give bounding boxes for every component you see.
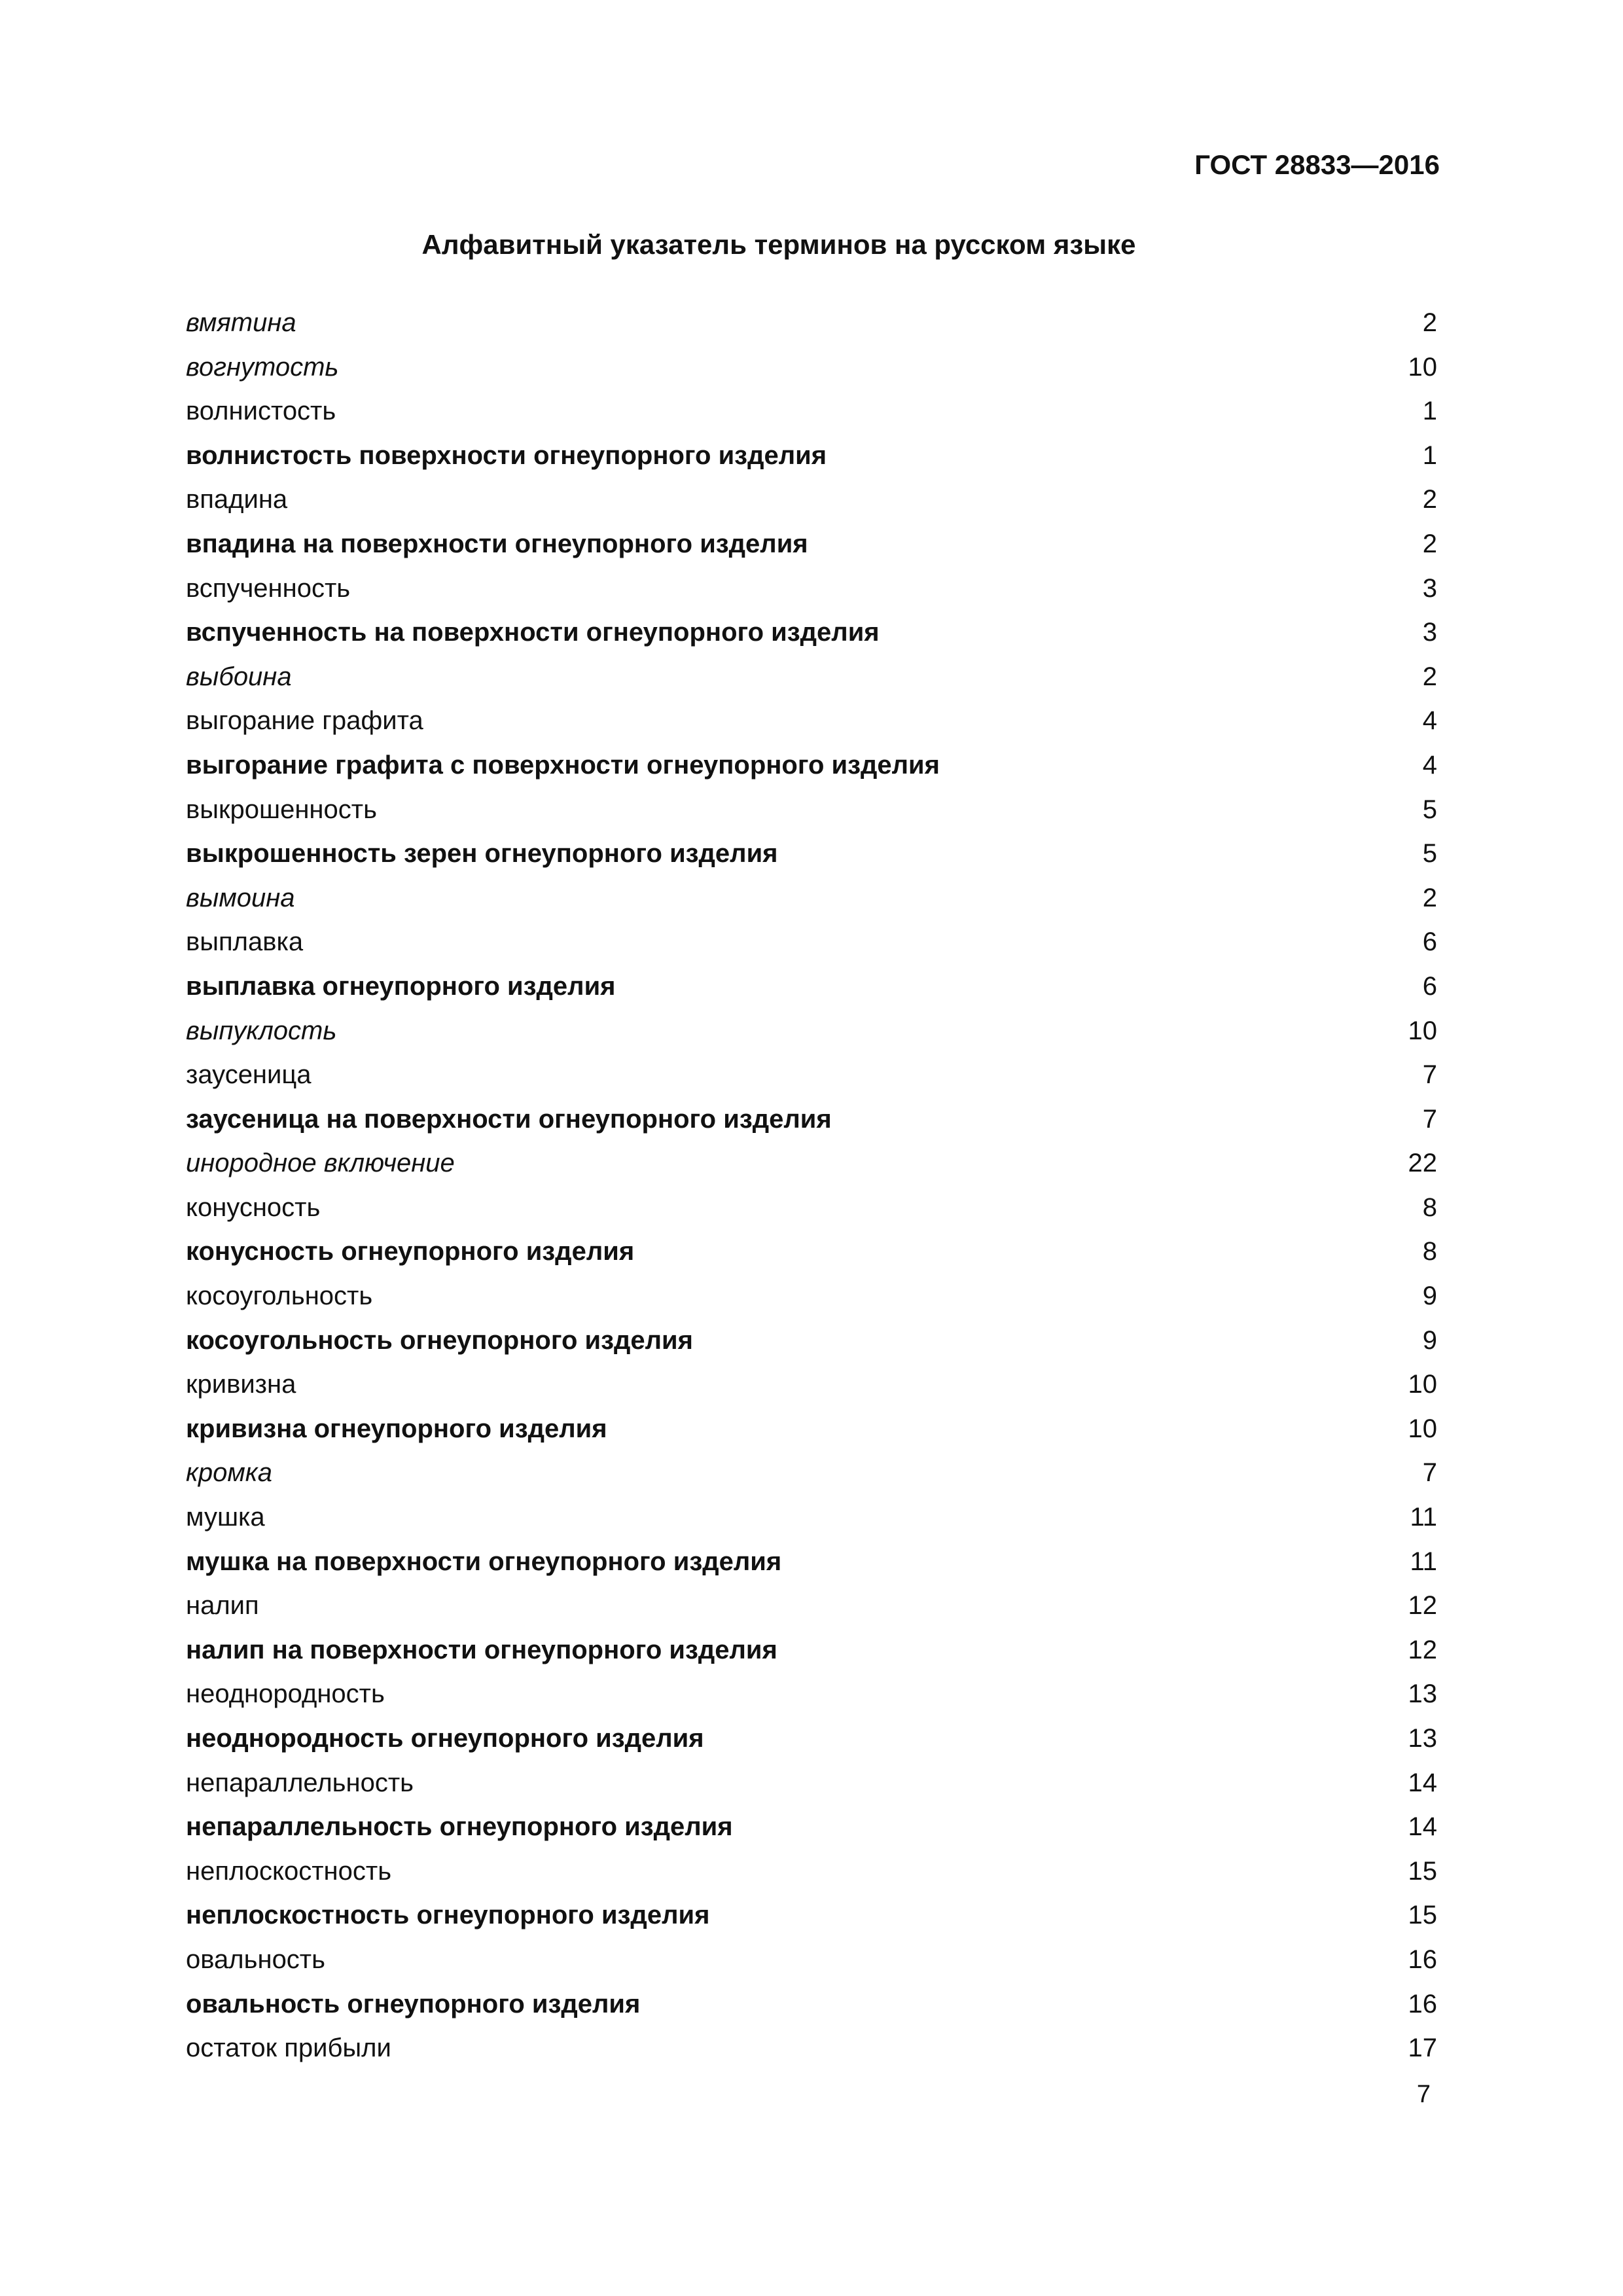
term-row	[186, 1982, 1437, 2027]
term-row	[186, 389, 1437, 434]
term-row	[186, 1230, 1437, 1274]
term-reference-number: 7	[1422, 1458, 1437, 1488]
term-row	[186, 301, 1437, 346]
term-text: вспученность на поверхности огнеупорного изделия	[186, 618, 880, 647]
term-text: вмятина	[186, 308, 296, 337]
term-row	[186, 965, 1437, 1009]
term-text: выгорание графита с поверхности огнеупорного изделия	[186, 750, 940, 780]
term-reference-number: 17	[1408, 2034, 1437, 2063]
term-text: впадина на поверхности огнеупорного изделия	[186, 529, 808, 558]
term-row	[186, 1407, 1437, 1452]
term-row	[186, 744, 1437, 788]
term-reference-number: 13	[1408, 1724, 1437, 1753]
term-reference-number: 2	[1422, 308, 1437, 337]
term-reference-number: 3	[1422, 618, 1437, 647]
term-row	[186, 1850, 1437, 1894]
term-reference-number: 2	[1422, 883, 1437, 912]
term-reference-number: 12	[1408, 1591, 1437, 1621]
term-row	[186, 788, 1437, 833]
term-text: овальность огнеупорного изделия	[186, 1989, 641, 2018]
term-row	[186, 567, 1437, 611]
term-row	[186, 1628, 1437, 1673]
term-reference-number: 7	[1422, 1104, 1437, 1134]
term-reference-number: 10	[1408, 352, 1437, 382]
term-reference-number: 3	[1422, 573, 1437, 603]
term-reference-number: 15	[1408, 1856, 1437, 1886]
term-text: конусность	[186, 1193, 321, 1222]
term-reference-number: 6	[1422, 971, 1437, 1001]
term-row	[186, 699, 1437, 744]
term-reference-number: 10	[1408, 1414, 1437, 1443]
term-text: выпуклость	[186, 1016, 337, 1045]
term-row	[186, 1186, 1437, 1230]
term-text: вспученность	[186, 573, 351, 603]
term-text: налип	[186, 1591, 259, 1621]
term-text: косоугольность	[186, 1282, 373, 1311]
term-row	[186, 522, 1437, 567]
term-text: кривизна огнеупорного изделия	[186, 1414, 607, 1443]
term-row	[186, 434, 1437, 478]
term-reference-number: 15	[1408, 1901, 1437, 1930]
term-row	[186, 1540, 1437, 1585]
term-text: кромка	[186, 1458, 272, 1488]
term-text: непараллельность огнеупорного изделия	[186, 1812, 733, 1842]
term-text: вымоина	[186, 883, 295, 912]
term-text: вогнутость	[186, 352, 339, 382]
term-reference-number: 10	[1408, 1370, 1437, 1399]
term-text: налип на поверхности огнеупорного изделия	[186, 1635, 777, 1664]
term-text: косоугольность огнеупорного изделия	[186, 1325, 693, 1355]
term-text: неплоскостность	[186, 1856, 392, 1886]
term-reference-number: 9	[1422, 1325, 1437, 1355]
term-row	[186, 655, 1437, 700]
term-row	[186, 1319, 1437, 1363]
term-row	[186, 1451, 1437, 1496]
term-row	[186, 1717, 1437, 1761]
term-text: выгорание графита	[186, 706, 423, 736]
term-text: заусеница на поверхности огнеупорного изделия	[186, 1104, 832, 1134]
term-index-list	[186, 301, 1437, 2071]
term-text: конусность огнеупорного изделия	[186, 1237, 635, 1266]
term-reference-number: 22	[1408, 1149, 1437, 1178]
term-text: заусеница	[186, 1060, 312, 1090]
term-text: выбоина	[186, 662, 292, 691]
term-row	[186, 1098, 1437, 1142]
term-text: волнистость поверхности огнеупорного изделия	[186, 440, 827, 470]
term-reference-number: 16	[1408, 1945, 1437, 1974]
term-reference-number: 10	[1408, 1016, 1437, 1045]
term-text: волнистость	[186, 397, 336, 426]
term-row	[186, 832, 1437, 876]
term-reference-number: 14	[1408, 1812, 1437, 1842]
term-reference-number: 7	[1422, 1060, 1437, 1090]
term-reference-number: 5	[1422, 795, 1437, 824]
term-row	[186, 920, 1437, 965]
term-reference-number: 1	[1422, 440, 1437, 470]
document-code: ГОСТ 28833—2016	[1194, 149, 1440, 180]
term-row	[186, 1761, 1437, 1806]
term-row	[186, 1363, 1437, 1407]
term-text: выплавка огнеупорного изделия	[186, 971, 616, 1001]
term-reference-number: 8	[1422, 1237, 1437, 1266]
term-text: остаток прибыли	[186, 2034, 391, 2063]
term-reference-number: 12	[1408, 1635, 1437, 1664]
term-reference-number: 2	[1422, 529, 1437, 558]
term-text: мушка на поверхности огнеупорного изделия	[186, 1547, 782, 1576]
term-reference-number: 5	[1422, 839, 1437, 869]
term-reference-number: 9	[1422, 1282, 1437, 1311]
term-reference-number: 6	[1422, 927, 1437, 957]
term-text: овальность	[186, 1945, 325, 1974]
term-text: кривизна	[186, 1370, 296, 1399]
term-reference-number: 11	[1410, 1547, 1437, 1576]
term-row	[186, 1672, 1437, 1717]
term-reference-number: 16	[1408, 1989, 1437, 2018]
term-row	[186, 876, 1437, 921]
term-row	[186, 611, 1437, 655]
term-reference-number: 1	[1422, 397, 1437, 426]
index-title: Алфавитный указатель терминов на русском языке	[421, 229, 1136, 260]
term-row	[186, 1496, 1437, 1540]
term-text: неплоскостность огнеупорного изделия	[186, 1901, 710, 1930]
term-reference-number: 14	[1408, 1768, 1437, 1797]
term-text: непараллельность	[186, 1768, 414, 1797]
term-reference-number: 2	[1422, 662, 1437, 691]
term-text: впадина	[186, 485, 288, 514]
term-row	[186, 1893, 1437, 1938]
term-row	[186, 1274, 1437, 1319]
term-row	[186, 1009, 1437, 1054]
term-row	[186, 1805, 1437, 1850]
term-reference-number: 2	[1422, 485, 1437, 514]
term-text: неоднородность огнеупорного изделия	[186, 1724, 704, 1753]
term-text: инородное включение	[186, 1149, 455, 1178]
page-number: 7	[1416, 2081, 1431, 2108]
term-row	[186, 1938, 1437, 1982]
term-row	[186, 1053, 1437, 1098]
term-row	[186, 1141, 1437, 1186]
term-text: выкрошенность	[186, 795, 377, 824]
term-reference-number: 11	[1410, 1503, 1437, 1532]
term-text: выплавка	[186, 927, 304, 957]
term-text: выкрошенность зерен огнеупорного изделия	[186, 839, 778, 869]
term-row	[186, 2026, 1437, 2071]
term-reference-number: 4	[1422, 706, 1437, 736]
term-text: неоднородность	[186, 1679, 385, 1709]
term-text: мушка	[186, 1503, 265, 1532]
term-row	[186, 478, 1437, 522]
term-row	[186, 1584, 1437, 1628]
term-reference-number: 8	[1422, 1193, 1437, 1222]
term-reference-number: 13	[1408, 1679, 1437, 1709]
term-reference-number: 4	[1422, 750, 1437, 780]
term-row	[186, 346, 1437, 390]
